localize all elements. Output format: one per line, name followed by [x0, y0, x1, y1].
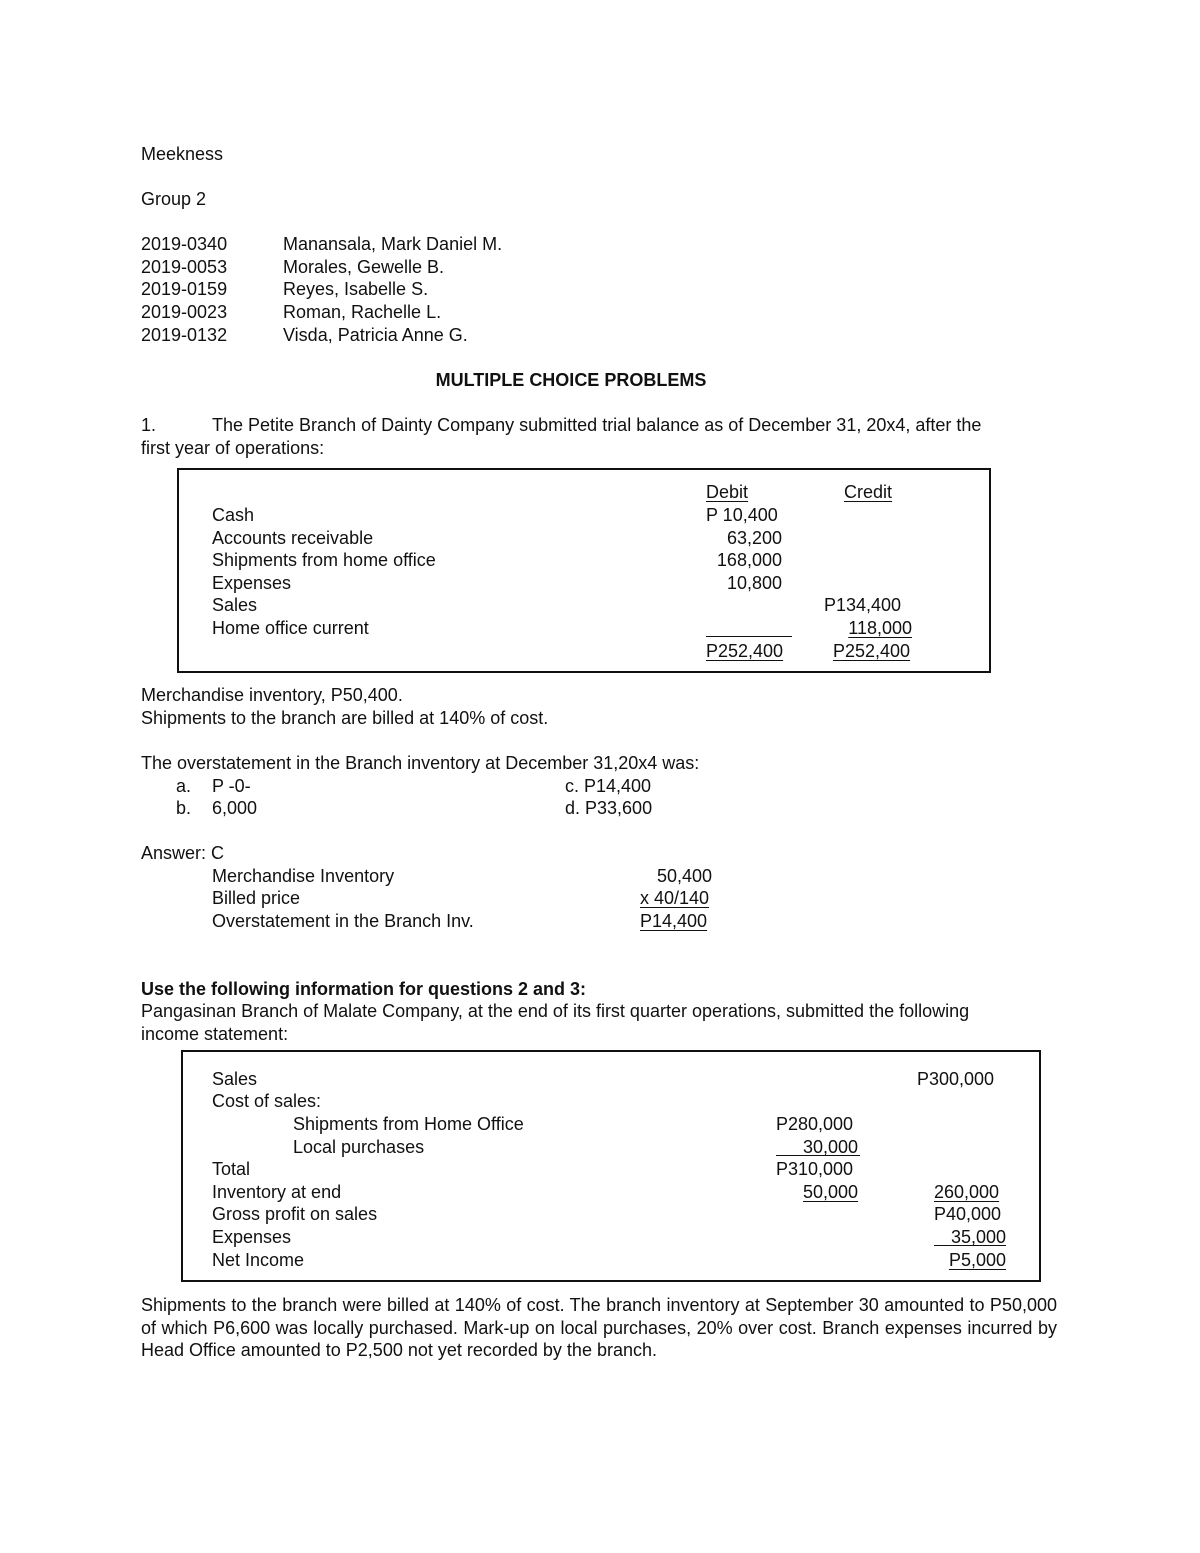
is-label: Net Income [212, 1250, 305, 1270]
question-text: The Petite Branch of Dainty Company submitted trial balance as of December 31, 20x4, after the [212, 415, 982, 435]
choice-d: d. P33,600 [565, 798, 653, 818]
debit-subtotal-rule [706, 636, 792, 637]
total-credit: P252,400 [833, 641, 911, 661]
account-name: Sales [212, 595, 258, 615]
is-value: P280,000 [776, 1114, 854, 1134]
choice-b: 6,000 [212, 798, 258, 818]
is-value: P40,000 [934, 1204, 1002, 1224]
question-text-cont: first year of operations: [141, 438, 325, 458]
choice-a: P -0- [212, 776, 251, 796]
solution-value: 50,400 [656, 866, 712, 886]
member-id: 2019-0159 [141, 279, 228, 299]
is-value: P310,000 [776, 1159, 854, 1179]
group-label: Group 2 [141, 189, 207, 209]
is-label: Shipments from Home Office [293, 1114, 524, 1134]
account-name: Home office current [212, 618, 369, 638]
debit-value: 63,200 [726, 528, 782, 548]
is-label: Inventory at end [212, 1182, 342, 1202]
member-name: Visda, Patricia Anne G. [283, 325, 468, 345]
is-label: Total [212, 1159, 251, 1179]
is-value: 30,000 [802, 1137, 858, 1157]
debit-value: P 10,400 [706, 505, 778, 525]
is-value: P5,000 [948, 1250, 1006, 1270]
answer-line: Answer: C [141, 843, 225, 863]
member-name: Morales, Gewelle B. [283, 257, 445, 277]
member-name: Manansala, Mark Daniel M. [283, 234, 503, 254]
closing-paragraph: Shipments to the branch were billed at 140% of cost. The branch inventory at September 30 amounted to P50,000 of which P6,600 was locally purchased. Mark-up on local purchases, 20% over cost. Branch expenses incurred by Head Office amounted to P2,500 not yet recorded by the branch. [141, 1295, 1057, 1360]
member-id: 2019-0340 [141, 234, 228, 254]
note-inventory: Merchandise inventory, P50,400. [141, 685, 403, 705]
debit-header: Debit [706, 482, 749, 502]
choice-c: c. P14,400 [565, 776, 652, 796]
author-name: Meekness [141, 144, 224, 164]
question-prompt: The overstatement in the Branch inventory at December 31,20x4 was: [141, 753, 700, 773]
debit-value: 10,800 [726, 573, 782, 593]
account-name: Expenses [212, 573, 292, 593]
credit-value: 118,000 [848, 618, 912, 638]
solution-label: Merchandise Inventory [212, 866, 395, 886]
debit-value: 168,000 [716, 550, 782, 570]
is-label: Sales [212, 1069, 258, 1089]
solution-label: Billed price [212, 888, 301, 908]
is-label: Cost of sales: [212, 1091, 322, 1111]
member-id: 2019-0053 [141, 257, 228, 277]
note-billing: Shipments to the branch are billed at 140% of cost. [141, 708, 549, 728]
info-heading: Use the following information for questions 2 and 3: [141, 979, 587, 999]
solution-value: P14,400 [640, 911, 708, 931]
member-id: 2019-0023 [141, 302, 228, 322]
is-label: Expenses [212, 1227, 292, 1247]
question-number: 1. [141, 415, 157, 435]
is-value: 50,000 [803, 1182, 859, 1202]
choice-b-label: b. [176, 798, 192, 818]
income-statement-box [181, 1050, 1041, 1282]
account-name: Shipments from home office [212, 550, 436, 570]
is-value: 260,000 [934, 1182, 1000, 1202]
account-name: Accounts receivable [212, 528, 374, 548]
total-debit: P252,400 [706, 641, 784, 661]
is-label: Gross profit on sales [212, 1204, 378, 1224]
credit-value: P134,400 [824, 595, 902, 615]
section-title: MULTIPLE CHOICE PROBLEMS [435, 370, 707, 390]
credit-header: Credit [844, 482, 893, 502]
solution-value: x 40/140 [640, 888, 710, 908]
choice-a-label: a. [176, 776, 192, 796]
member-name: Reyes, Isabelle S. [283, 279, 429, 299]
account-name: Cash [212, 505, 255, 525]
member-name: Roman, Rachelle L. [283, 302, 442, 322]
info-intro: Pangasinan Branch of Malate Company, at the end of its first quarter operations, submitted the following [141, 1001, 970, 1021]
is-value: 35,000 [950, 1227, 1006, 1247]
info-intro-cont: income statement: [141, 1024, 289, 1044]
member-id: 2019-0132 [141, 325, 228, 345]
is-label: Local purchases [293, 1137, 425, 1157]
solution-label: Overstatement in the Branch Inv. [212, 911, 474, 931]
is-value: P300,000 [917, 1069, 995, 1089]
